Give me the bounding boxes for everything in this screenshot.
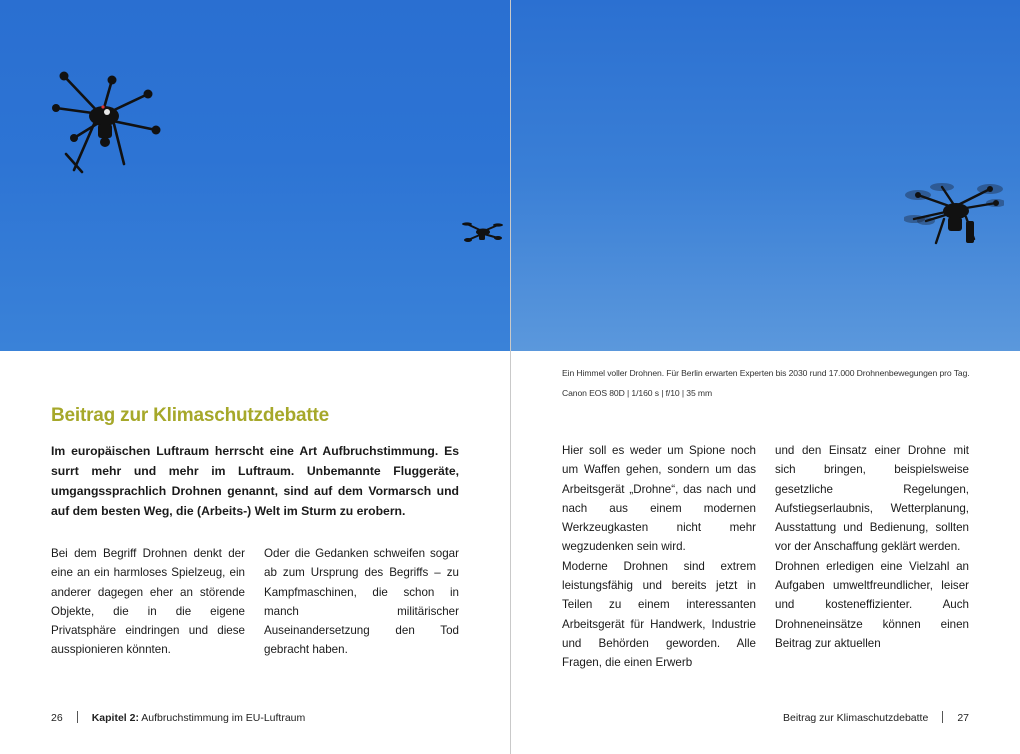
right-footer (783, 711, 969, 724)
hexacopter-drone-icon (904, 175, 1004, 253)
footer-divider (942, 711, 943, 723)
page-number-left: 26 (51, 712, 63, 724)
page-number-right: 27 (957, 712, 969, 724)
body-column-2: Oder die Gedanken schweifen sogar ab zum Ursprung des Begriffs – zu Kampfmaschinen, die schon in manch militärischer Auseinandersetzung den Tod gebracht haben. (264, 547, 459, 657)
paragraph: Hier soll es weder um Spione noch um Waffen gehen, sondern um das Arbeitsgerät „Drohne“, das nach und nach aus einem modernen Werkzeugkasten nicht mehr wegzudenken sein wird. (562, 444, 756, 554)
right-page (511, 0, 1020, 754)
paragraph: und den Einsatz einer Drohne mit sich bringen, beispielsweise gesetzliche Regelungen, Aufstiegserlaubnis, Wetterplanung, Ausstattung und Bedienung, sollten vor der Anschaffung geklärt werden. (775, 444, 969, 554)
paragraph: Drohnen erledigen eine Vielzahl an Aufgaben umweltfreundlicher, leiser und kosteneffizienter. Auch Drohneneinsätze können einen Beitrag zur aktuellen (775, 559, 969, 650)
sky-photo-left (0, 0, 510, 351)
chapter-label: Kapitel 2: (91, 712, 139, 724)
paragraph: Moderne Drohnen sind extrem leistungsfähig und bereits jetzt in Teilen zu einem interessanten Arbeitsgerät für Handwerk, Industrie und Behörden geworden. Alle Fragen, die einen Erwerb (562, 559, 756, 670)
lead-paragraph: Im europäischen Luftraum herrscht eine Art Aufbruchstimmung. Es surrt mehr und mehr im Luftraum. Unbemannte Fluggeräte, umgangssprachlich Drohnen genannt, sind auf dem Vormarsch und auf dem besten Weg, die (Arbeits-) Welt im Sturm zu erobern. (51, 444, 459, 518)
body-column-3 (562, 441, 756, 673)
running-title: Beitrag zur Klimaschutzdebatte (782, 712, 929, 724)
section-heading: Beitrag zur Klimaschutzdebatte (51, 405, 329, 426)
quadcopter-drone-icon (462, 218, 504, 248)
footer-divider (77, 711, 78, 723)
chapter-title: Aufbruchstimmung im EU-Luftraum (141, 712, 306, 724)
body-column-1: Bei dem Begriff Drohnen denkt der eine an ein harmloses Spielzeug, ein anderer dagegen eher an störende Objekte, die in die eigene Privatsphäre eindringen und diese ausspionieren könnten. (51, 547, 245, 657)
body-column-4 (775, 441, 969, 653)
sky-photo-right (511, 0, 1020, 351)
photo-caption: Ein Himmel voller Drohnen. Für Berlin erwarten Experten bis 2030 rund 17.000 Drohnenbewegungen pro Tag. (562, 368, 970, 378)
camera-settings: Canon EOS 80D | 1/160 s | f/10 | 35 mm (562, 388, 713, 398)
hexacopter-drone-icon (52, 62, 164, 177)
left-footer (51, 711, 305, 724)
